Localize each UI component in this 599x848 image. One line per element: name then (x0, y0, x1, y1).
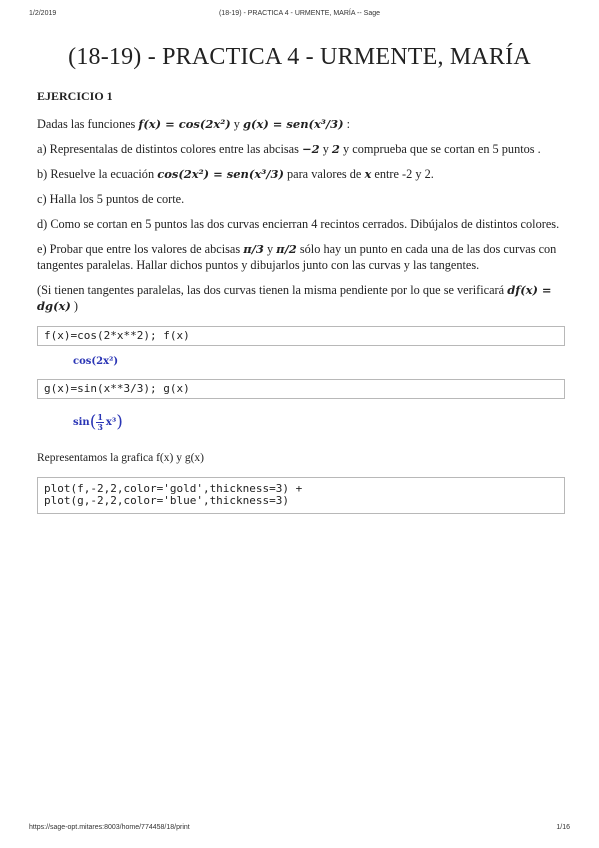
output-g (37, 404, 565, 440)
print-url: https://sage-opt.mitares:8003/home/774458/18/print (29, 824, 190, 831)
output-f: cos(2x²) (73, 356, 119, 367)
plot-caption: Representamos la grafica f(x) y g(x) (37, 452, 204, 464)
item-b-text-after: entre -2 y 2. (371, 167, 434, 181)
output-g-fraction (96, 413, 104, 432)
item-a (37, 141, 565, 157)
print-date: 1/2/2019 (29, 10, 57, 17)
output-g-close-paren: ) (116, 412, 123, 432)
g-definition: g(x) = sen(x³/3) (242, 117, 344, 131)
intro-text-after: : (343, 117, 351, 131)
item-a-lower-bound: −2 (301, 142, 320, 156)
intro-text-before: Dadas las funciones (37, 117, 139, 131)
intro-paragraph (37, 116, 565, 132)
worksheet-content (37, 89, 565, 514)
note-equation: df(x) = dg(x) (37, 283, 552, 313)
item-e-text-after: sólo hay un punto en cada una de las dos curvas con tangentes paralelas. Hallar dichos puntos y dibujarlos junto con las curvas y las tangentes. (37, 242, 557, 272)
code-cell-g[interactable]: g(x)=sin(x**3/3); g(x) (37, 379, 565, 399)
output-g-numerator: 1 (97, 411, 103, 422)
item-e-text-mid: y (263, 242, 277, 256)
item-a-upper-bound: 2 (331, 142, 340, 156)
item-c: c) Halla los 5 puntos de corte. (37, 192, 185, 206)
note-text-after: ) (70, 299, 78, 313)
exercise-heading: EJERCICIO 1 (37, 89, 113, 103)
output-g-function: sin (73, 416, 90, 428)
item-e-upper-bound: π/2 (276, 242, 297, 256)
page-number: 1/16 (556, 824, 570, 831)
note-text-before: (Si tienen tangentes paralelas, las dos curvas tienen la misma pendiente por lo que se verificará (37, 283, 508, 297)
output-g-open-paren: ( (89, 412, 97, 432)
item-e (37, 241, 565, 273)
item-a-text-before: a) Representalas de distintos colores entre las abcisas (37, 142, 302, 156)
item-b (37, 166, 565, 182)
print-page-title: (18-19) - PRACTICA 4 - URMENTE, MARÍA -- Sage (218, 10, 381, 17)
f-definition: f(x) = cos(2x²) (138, 117, 231, 131)
item-a-text-after: y comprueba que se cortan en 5 puntos . (339, 142, 541, 156)
item-e-text-before: e) Probar que entre los valores de abcisas (37, 242, 244, 256)
item-b-equation: cos(2x²) = sen(x³/3) (157, 167, 284, 181)
item-a-text-mid: y (319, 142, 332, 156)
item-b-text-mid: para valores de (283, 167, 365, 181)
output-g-variable: x³ (105, 416, 117, 428)
code-cell-f[interactable]: f(x)=cos(2*x**2); f(x) (37, 326, 565, 346)
note-paragraph (37, 282, 565, 314)
item-b-text-before: b) Resuelve la ecuación (37, 167, 158, 181)
output-g-denominator: 3 (97, 421, 103, 432)
document-title: (18-19) - PRACTICA 4 - URMENTE, MARÍA (68, 44, 531, 70)
code-cell-plot[interactable]: plot(f,-2,2,color='gold',thickness=3) + plot(g,-2,2,color='blue',thickness=3) (37, 477, 565, 514)
intro-text-mid: y (230, 117, 243, 131)
item-d: d) Como se cortan en 5 puntos las dos curvas encierran 4 recintos cerrados. Dibújalos de distintos colores. (37, 217, 560, 231)
item-e-lower-bound: π/3 (243, 242, 264, 256)
item-b-variable: x (364, 167, 372, 181)
